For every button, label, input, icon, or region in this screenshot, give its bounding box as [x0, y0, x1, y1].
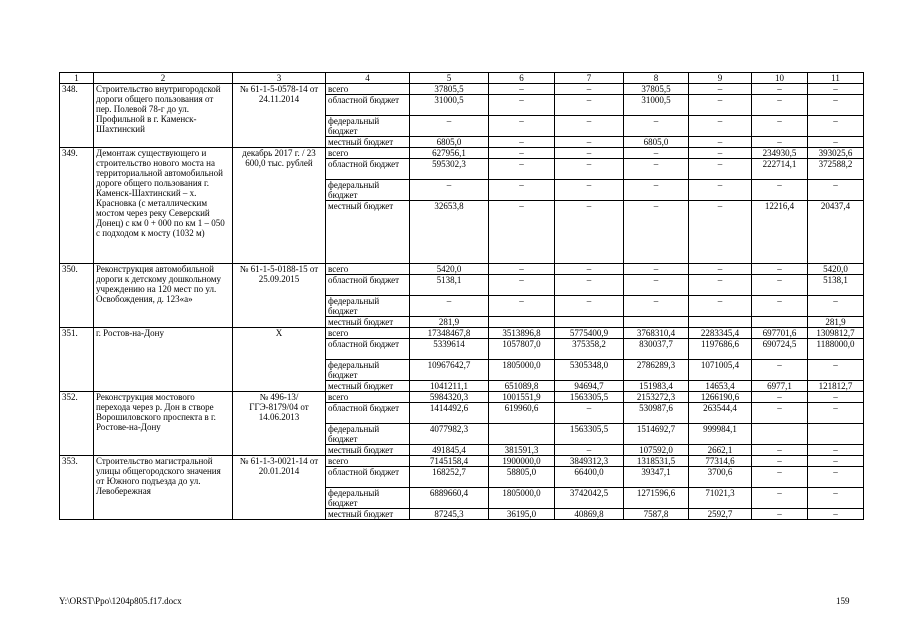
amount-cell: 281,9 — [410, 317, 489, 328]
amount-cell: 1266190,6 — [689, 392, 752, 403]
amount-cell: 31000,5 — [410, 95, 489, 116]
amount-cell: 1188000,0 — [808, 339, 864, 360]
amount-cell: – — [624, 116, 689, 137]
amount-cell: 1805000,0 — [489, 488, 555, 509]
funding-source: федеральный бюджет — [326, 180, 410, 201]
amount-cell: – — [624, 296, 689, 317]
amount-cell: 3700,6 — [689, 467, 752, 488]
column-header: 7 — [555, 73, 624, 84]
object-name: Демонтаж существующего и строительство нового моста на территориальной автомобильной дороге общего пользования г. Каменск-Шахтинский – х. Красновка (с металлическим мостом через реку Северский Донец) с км 0 + 000 по км 1 – 050 с подходом к мосту (1032 м) — [94, 148, 233, 264]
amount-cell: – — [555, 296, 624, 317]
amount-cell: – — [689, 296, 752, 317]
amount-cell: – — [752, 467, 808, 488]
amount-cell: – — [489, 296, 555, 317]
column-header: 6 — [489, 73, 555, 84]
column-header: 1 — [60, 73, 94, 84]
amount-cell: 999984,1 — [689, 424, 752, 445]
amount-cell: 36195,0 — [489, 509, 555, 520]
amount-cell: – — [808, 137, 864, 148]
amount-cell: – — [624, 264, 689, 275]
page-number: 159 — [836, 596, 850, 606]
amount-cell: – — [555, 445, 624, 456]
amount-cell: 5138,1 — [808, 275, 864, 296]
amount-cell: 627956,1 — [410, 148, 489, 159]
amount-cell: 168252,7 — [410, 467, 489, 488]
document-reference: № 61-1-3-0021-14 от 20.01.2014 — [233, 456, 326, 520]
amount-cell: – — [808, 116, 864, 137]
amount-cell: 1900000,0 — [489, 456, 555, 467]
amount-cell: – — [689, 180, 752, 201]
amount-cell: – — [410, 180, 489, 201]
amount-cell: – — [808, 488, 864, 509]
column-header: 11 — [808, 73, 864, 84]
amount-cell: – — [555, 137, 624, 148]
amount-cell: – — [808, 360, 864, 381]
amount-cell: 94694,7 — [555, 381, 624, 392]
table-row — [60, 456, 864, 467]
amount-cell: 151983,4 — [624, 381, 689, 392]
amount-cell: – — [489, 137, 555, 148]
amount-cell: 690724,5 — [752, 339, 808, 360]
row-number: 350. — [60, 264, 94, 328]
funding-source: местный бюджет — [326, 509, 410, 520]
amount-cell: – — [752, 116, 808, 137]
amount-cell: – — [808, 403, 864, 424]
funding-source: местный бюджет — [326, 137, 410, 148]
amount-cell: 5138,1 — [410, 275, 489, 296]
amount-cell: – — [410, 296, 489, 317]
table-row — [60, 392, 864, 403]
amount-cell: – — [752, 95, 808, 116]
amount-cell: 3742042,5 — [555, 488, 624, 509]
amount-cell: – — [489, 148, 555, 159]
amount-cell: 375358,2 — [555, 339, 624, 360]
amount-cell: – — [752, 264, 808, 275]
amount-cell: – — [752, 275, 808, 296]
amount-cell: 491845,4 — [410, 445, 489, 456]
funding-source: федеральный бюджет — [326, 296, 410, 317]
amount-cell: 17348467,8 — [410, 328, 489, 339]
amount-cell: 6805,0 — [410, 137, 489, 148]
funding-source: федеральный бюджет — [326, 116, 410, 137]
amount-cell: 1197686,6 — [689, 339, 752, 360]
amount-cell: – — [689, 116, 752, 137]
amount-cell — [555, 317, 624, 328]
amount-cell: 3768310,4 — [624, 328, 689, 339]
amount-cell: 5305348,0 — [555, 360, 624, 381]
amount-cell: 121812,7 — [808, 381, 864, 392]
amount-cell: – — [555, 84, 624, 95]
amount-cell: 1514692,7 — [624, 424, 689, 445]
amount-cell: – — [808, 95, 864, 116]
amount-cell: – — [489, 116, 555, 137]
amount-cell: 2662,1 — [689, 445, 752, 456]
amount-cell: – — [808, 509, 864, 520]
amount-cell: – — [489, 84, 555, 95]
amount-cell: 58805,0 — [489, 467, 555, 488]
table-row — [60, 264, 864, 275]
column-header: 2 — [94, 73, 233, 84]
amount-cell: – — [752, 180, 808, 201]
column-header: 3 — [233, 73, 326, 84]
amount-cell: – — [752, 509, 808, 520]
amount-cell: – — [489, 201, 555, 264]
amount-cell: – — [489, 180, 555, 201]
funding-source: областной бюджет — [326, 403, 410, 424]
document-reference: декабрь 2017 г. / 23 600,0 тыс. рублей — [233, 148, 326, 264]
amount-cell: 71021,3 — [689, 488, 752, 509]
amount-cell: 7587,8 — [624, 509, 689, 520]
amount-cell: 37805,5 — [410, 84, 489, 95]
amount-cell: 5775400,9 — [555, 328, 624, 339]
row-number: 353. — [60, 456, 94, 520]
amount-cell: – — [689, 264, 752, 275]
amount-cell: – — [808, 180, 864, 201]
amount-cell: 381591,3 — [489, 445, 555, 456]
funding-source: областной бюджет — [326, 467, 410, 488]
column-header: 4 — [326, 73, 410, 84]
funding-source: областной бюджет — [326, 95, 410, 116]
amount-cell: – — [689, 275, 752, 296]
amount-cell: 1805000,0 — [489, 360, 555, 381]
amount-cell: 1271596,6 — [624, 488, 689, 509]
amount-cell: 234930,5 — [752, 148, 808, 159]
amount-cell: 40869,8 — [555, 509, 624, 520]
row-number: 352. — [60, 392, 94, 456]
amount-cell: – — [555, 264, 624, 275]
funding-source: местный бюджет — [326, 445, 410, 456]
amount-cell — [808, 424, 864, 445]
amount-cell: – — [555, 275, 624, 296]
funding-source: областной бюджет — [326, 339, 410, 360]
object-name: Реконструкция мостового перехода через р. Дон в створе Ворошиловского проспекта в г. Ростове-на-Дону — [94, 392, 233, 456]
amount-cell: 1309812,7 — [808, 328, 864, 339]
amount-cell: – — [752, 360, 808, 381]
funding-source: всего — [326, 84, 410, 95]
document-reference: № 61-1-5-0188-15 от 25.09.2015 — [233, 264, 326, 328]
amount-cell: 697701,6 — [752, 328, 808, 339]
amount-cell: 2592,7 — [689, 509, 752, 520]
amount-cell: – — [489, 95, 555, 116]
amount-cell: 222714,1 — [752, 159, 808, 180]
amount-cell: – — [624, 148, 689, 159]
amount-cell: 619960,6 — [489, 403, 555, 424]
amount-cell: 87245,3 — [410, 509, 489, 520]
column-header: 9 — [689, 73, 752, 84]
amount-cell: 1057807,0 — [489, 339, 555, 360]
amount-cell: – — [808, 467, 864, 488]
object-name: Строительство внутригородской дороги общего пользования от пер. Полевой 78-г до ул. Профильной в г. Каменск-Шахтинский — [94, 84, 233, 148]
amount-cell: – — [808, 456, 864, 467]
amount-cell: – — [689, 84, 752, 95]
amount-cell: 107592,0 — [624, 445, 689, 456]
document-reference: Х — [233, 328, 326, 392]
amount-cell: 372588,2 — [808, 159, 864, 180]
amount-cell: – — [752, 392, 808, 403]
amount-cell: – — [752, 84, 808, 95]
column-header: 10 — [752, 73, 808, 84]
amount-cell: – — [489, 275, 555, 296]
funding-source: местный бюджет — [326, 201, 410, 264]
amount-cell: – — [752, 456, 808, 467]
amount-cell: – — [624, 201, 689, 264]
funding-source: федеральный бюджет — [326, 424, 410, 445]
amount-cell: 1071005,4 — [689, 360, 752, 381]
amount-cell: 830037,7 — [624, 339, 689, 360]
funding-source: федеральный бюджет — [326, 360, 410, 381]
amount-cell — [489, 424, 555, 445]
amount-cell: 1318531,5 — [624, 456, 689, 467]
amount-cell: 1414492,6 — [410, 403, 489, 424]
amount-cell: – — [489, 264, 555, 275]
amount-cell: 6805,0 — [624, 137, 689, 148]
amount-cell: 2153272,3 — [624, 392, 689, 403]
amount-cell: – — [808, 392, 864, 403]
amount-cell: – — [808, 296, 864, 317]
row-number: 348. — [60, 84, 94, 148]
amount-cell: 31000,5 — [624, 95, 689, 116]
amount-cell: 595302,3 — [410, 159, 489, 180]
footer-file-path: Y:\ORST\Ppo\1204p805.f17.docx — [59, 596, 182, 606]
amount-cell: 5984320,3 — [410, 392, 489, 403]
amount-cell — [624, 317, 689, 328]
funding-source: всего — [326, 148, 410, 159]
amount-cell: – — [624, 180, 689, 201]
amount-cell: – — [555, 95, 624, 116]
amount-cell: 66400,0 — [555, 467, 624, 488]
document-reference: № 61-1-5-0578-14 от 24.11.2014 — [233, 84, 326, 148]
amount-cell: – — [752, 137, 808, 148]
object-name: Строительство магистральной улицы общегородского значения от Южного подъезда до ул. Левобережная — [94, 456, 233, 520]
amount-cell — [752, 317, 808, 328]
object-name: г. Ростов-на-Дону — [94, 328, 233, 392]
header-row — [60, 73, 864, 84]
amount-cell: – — [808, 84, 864, 95]
row-number: 351. — [60, 328, 94, 392]
funding-source: всего — [326, 328, 410, 339]
amount-cell: 14653,4 — [689, 381, 752, 392]
column-header: 8 — [624, 73, 689, 84]
amount-cell: 32653,8 — [410, 201, 489, 264]
funding-source: местный бюджет — [326, 317, 410, 328]
amount-cell — [489, 317, 555, 328]
amount-cell: 6977,1 — [752, 381, 808, 392]
amount-cell — [689, 317, 752, 328]
amount-cell: – — [555, 148, 624, 159]
funding-source: всего — [326, 456, 410, 467]
row-number: 349. — [60, 148, 94, 264]
amount-cell: – — [689, 159, 752, 180]
amount-cell: 37805,5 — [624, 84, 689, 95]
amount-cell: 281,9 — [808, 317, 864, 328]
amount-cell: 12216,4 — [752, 201, 808, 264]
amount-cell: 2786289,3 — [624, 360, 689, 381]
amount-cell: – — [624, 159, 689, 180]
budget-table — [59, 72, 864, 520]
column-header: 5 — [410, 73, 489, 84]
amount-cell: 651089,8 — [489, 381, 555, 392]
amount-cell: 530987,6 — [624, 403, 689, 424]
amount-cell: 6889660,4 — [410, 488, 489, 509]
amount-cell: 39347,1 — [624, 467, 689, 488]
amount-cell: 1563305,5 — [555, 392, 624, 403]
amount-cell: 7145158,4 — [410, 456, 489, 467]
amount-cell: – — [555, 180, 624, 201]
amount-cell: 10967642,7 — [410, 360, 489, 381]
funding-source: местный бюджет — [326, 381, 410, 392]
funding-source: всего — [326, 264, 410, 275]
amount-cell: 4077982,3 — [410, 424, 489, 445]
amount-cell: – — [808, 445, 864, 456]
amount-cell: – — [555, 159, 624, 180]
amount-cell: – — [624, 275, 689, 296]
funding-source: всего — [326, 392, 410, 403]
funding-source: областной бюджет — [326, 159, 410, 180]
funding-source: областной бюджет — [326, 275, 410, 296]
amount-cell: 393025,6 — [808, 148, 864, 159]
amount-cell: – — [752, 488, 808, 509]
amount-cell — [752, 424, 808, 445]
document-body — [59, 72, 864, 520]
amount-cell: 5420,0 — [808, 264, 864, 275]
amount-cell: 3513896,8 — [489, 328, 555, 339]
amount-cell: 5420,0 — [410, 264, 489, 275]
amount-cell: – — [752, 445, 808, 456]
amount-cell: 2283345,4 — [689, 328, 752, 339]
amount-cell: 5339614 — [410, 339, 489, 360]
amount-cell: – — [689, 137, 752, 148]
amount-cell: – — [752, 296, 808, 317]
document-reference: № 496-13/ ГГЭ-8179/04 от 14.06.2013 — [233, 392, 326, 456]
amount-cell: – — [555, 116, 624, 137]
table-row — [60, 148, 864, 159]
amount-cell: – — [752, 403, 808, 424]
amount-cell: – — [689, 95, 752, 116]
table-row — [60, 84, 864, 95]
amount-cell: 1563305,5 — [555, 424, 624, 445]
amount-cell: – — [555, 201, 624, 264]
amount-cell: – — [689, 201, 752, 264]
amount-cell: – — [410, 116, 489, 137]
object-name: Реконструкция автомобильной дороги к детскому дошкольному учреждению на 120 мест по ул. Освобождения, д. 123«а» — [94, 264, 233, 328]
amount-cell: – — [489, 159, 555, 180]
amount-cell: 77314,6 — [689, 456, 752, 467]
amount-cell: 20437,4 — [808, 201, 864, 264]
funding-source: федеральный бюджет — [326, 488, 410, 509]
amount-cell: – — [689, 148, 752, 159]
amount-cell: 263544,4 — [689, 403, 752, 424]
table-row — [60, 328, 864, 339]
amount-cell: 1041211,1 — [410, 381, 489, 392]
amount-cell: 1001551,9 — [489, 392, 555, 403]
amount-cell: – — [555, 403, 624, 424]
amount-cell: 3849312,3 — [555, 456, 624, 467]
